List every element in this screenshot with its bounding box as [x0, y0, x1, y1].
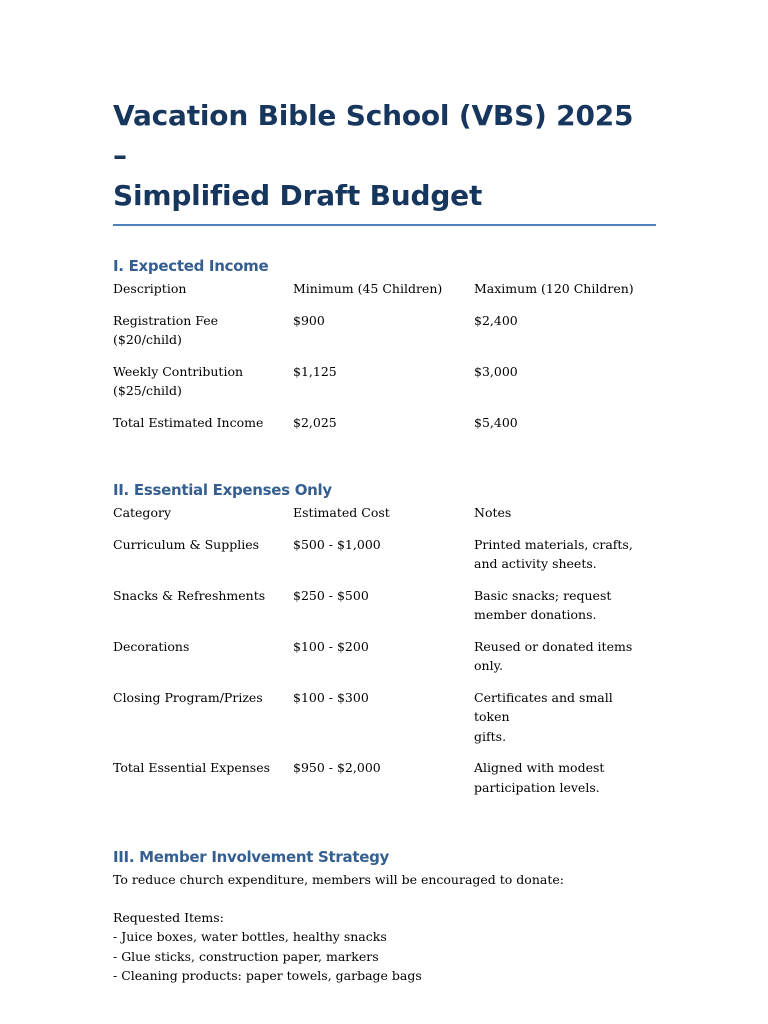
document-title: [113, 96, 656, 226]
expense-cost: $950 - $2,000: [293, 760, 381, 775]
list-item: - Cleaning products: paper towels, garbage bags: [113, 968, 422, 983]
expenses-header-notes: Notes: [474, 505, 512, 520]
income-header-description: Description: [113, 281, 187, 296]
expense-category: Total Essential Expenses: [113, 760, 271, 775]
income-maximum: $2,400: [474, 312, 518, 328]
expenses-header-cost: Estimated Cost: [293, 505, 390, 520]
income-minimum: $2,025: [293, 414, 337, 430]
income-minimum: $1,125: [293, 363, 337, 379]
table-row: [113, 362, 656, 413]
involvement-heading: III. Member Involvement Strategy: [113, 848, 389, 866]
involvement-intro: To reduce church expenditure, members will be encouraged to donate:: [113, 872, 564, 887]
income-minimum: $900: [293, 312, 325, 328]
expense-cost: $250 - $500: [293, 587, 369, 603]
table-row: [113, 758, 656, 809]
income-description: Weekly Contribution ($25/child): [113, 363, 244, 398]
table-row: [113, 688, 656, 759]
expenses-table: [113, 503, 656, 809]
expense-cost: $500 - $1,000: [293, 536, 381, 552]
income-maximum: $5,400: [474, 414, 518, 430]
title-line-2: Simplified Draft Budget: [113, 179, 483, 212]
income-heading: I. Expected Income: [113, 257, 269, 275]
income-header-minimum: Minimum (45 Children): [293, 281, 443, 296]
expense-category: Curriculum & Supplies: [113, 536, 260, 552]
expense-notes: Aligned with modest participation levels.: [474, 760, 605, 795]
list-item: - Glue sticks, construction paper, markers: [113, 948, 379, 964]
title-line-1: Vacation Bible School (VBS) 2025 –: [113, 99, 634, 172]
income-description: Total Estimated Income: [113, 414, 264, 430]
table-row: [113, 413, 656, 445]
expense-category: Snacks & Refreshments: [113, 587, 266, 603]
expenses-heading: II. Essential Expenses Only: [113, 481, 332, 499]
expense-notes: Certificates and small token gifts.: [474, 689, 613, 744]
income-header-maximum: Maximum (120 Children): [474, 281, 634, 296]
requested-items-list: [113, 908, 656, 986]
expense-notes: Reused or donated items only.: [474, 638, 633, 673]
table-row: [113, 535, 656, 586]
expense-cost: $100 - $200: [293, 638, 369, 654]
requested-items-title: Requested Items:: [113, 909, 224, 925]
expense-category: Closing Program/Prizes: [113, 689, 263, 705]
document-page: [113, 96, 656, 986]
table-row: [113, 586, 656, 637]
table-row: [113, 311, 656, 362]
expense-cost: $100 - $300: [293, 689, 369, 705]
expenses-header-row: [113, 503, 656, 535]
income-table: [113, 279, 656, 444]
expenses-header-category: Category: [113, 505, 172, 520]
income-maximum: $3,000: [474, 363, 518, 379]
income-header-row: [113, 279, 656, 311]
expense-category: Decorations: [113, 638, 190, 654]
expense-notes: Basic snacks; request member donations.: [474, 587, 612, 622]
table-row: [113, 637, 656, 688]
income-description: Registration Fee ($20/child): [113, 312, 219, 347]
expense-notes: Printed materials, crafts, and activity sheets.: [474, 536, 633, 571]
list-item: - Juice boxes, water bottles, healthy snacks: [113, 929, 387, 944]
